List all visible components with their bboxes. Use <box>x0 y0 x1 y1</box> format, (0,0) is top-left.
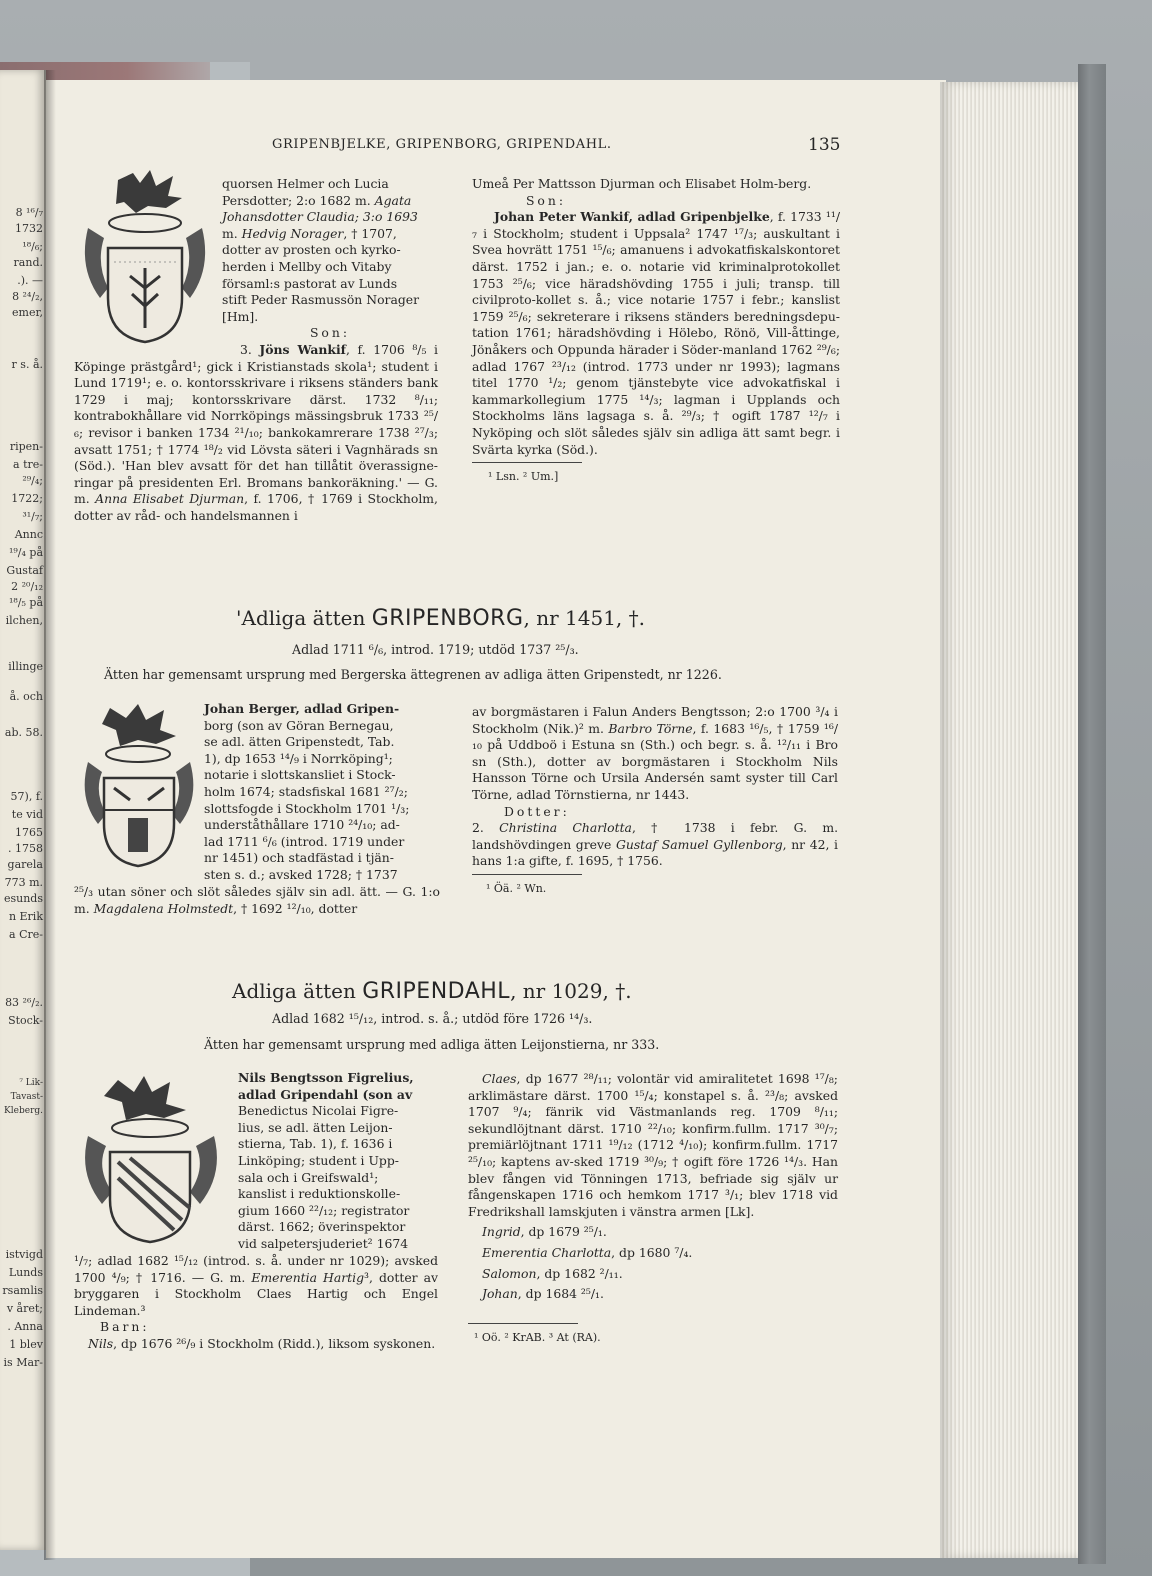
text-line: Benedictus Nicolai Figre- <box>238 1103 399 1119</box>
running-title: GRIPENBJELKE, GRIPENBORG, GRIPENDAHL. <box>272 137 612 152</box>
left-page-fragment: is Mar- <box>3 1356 43 1369</box>
left-page-fragment: 2 ²⁰/₁₂ <box>11 580 43 593</box>
book-gutter <box>44 70 56 1560</box>
left-page-fragment: emer, <box>12 306 43 319</box>
text-line: församl:s pastorat av Lunds <box>222 275 398 291</box>
person-name: Johan <box>482 1286 518 1302</box>
footnote: ¹ Lsn. ² Um.] <box>488 470 559 484</box>
left-page-fragment: 8 ²⁴/₂, <box>12 290 43 303</box>
left-page-fragment: Gustaf <box>6 564 43 577</box>
text-line: Nils Bengtsson Figrelius, <box>238 1070 414 1085</box>
gripenborg-adlad: Adlad 1711 ⁶/₆, introd. 1719; utdöd 1737 ²⁵/₃. <box>292 642 579 657</box>
text-line: [Hm]. <box>222 308 259 324</box>
footnote: ¹ Oö. ² KrAB. ³ At (RA). <box>474 1330 601 1344</box>
text-line: Persdotter; 2:o 1682 m. Agata <box>222 192 412 208</box>
text-line: Johan Berger, adlad Gripen- <box>204 701 400 716</box>
marriage-text: av borgmästaren i Falun Anders Bengtsson; 2:o 1700 ³/₄ i Stockholm (Nik.)² m. Barbro Törne, f. 1683 ¹⁶/₅, † 1759 ¹⁶/₁₀ på Uddboö i Estuna sn (Sth.) och begr. s. å. ¹²/₁₁ i Bro sn (Sth.), dotter av borgmästaren i Stockholm Nils Hansson Törne och Ursila Andersén samt syster till Carl Törne, adlad Törnstierna, nr 1443. <box>472 704 838 802</box>
text-line: se adl. ätten Gripenstedt, Tab. <box>204 734 395 750</box>
left-page-fragment: . Anna <box>7 1320 43 1333</box>
left-page-fragment: ab. 58. <box>4 726 43 739</box>
text-line: vid salpetersjuderiet² 1674 <box>238 1235 409 1251</box>
person-name: Claes <box>482 1071 517 1086</box>
gripendahl-wrap-text <box>238 1070 438 1253</box>
entry-johan-peter: Johan Peter Wankif, adlad Gripenbjelke, f. 1733 ¹¹/₇ i Stockholm; student i Uppsala² 1747 ¹⁷/₃; auskultant i Svea hovrätt 1751 ¹⁵/₆; amanuens i advokatfiskalskontoret därst. 1752 i jan.; e. o. notarie vid kriminalprotokollet 1753 ²⁵/₆; vice häradshövding 1755 i juli; transp. till civilproto-kollet s. å.; vice notarie 1757 i febr.; kanslist 1759 ²⁵/₆; sekreterare i riksens ständers beredningsdepu-tation 1761; häradshövding i Hölebo, Rönö, Vill-åttinge, Jönåkers och Oppunda härader i Söder-manland 1762 ²⁹/₆; adlad 1767 ²³/₁₂ (introd. 1773 under nr 1993); lagmans titel 1770 ¹/₂; genom tjänstebyte vice advokatfiskal i kammarkollegium 1775 ¹⁴/₃; lagman i Upplands och Stockholms läns lagsaga s. å. ²⁹/₃; † ogift 1787 ¹²/₇ i Nyköping och slöt således själv sin adliga ätt samt begr. i Svärta kyrka (Söd.). <box>472 209 841 457</box>
left-page-fragment: r s. å. <box>11 358 43 371</box>
person-name: Nils <box>88 1335 114 1351</box>
text-line: adlad Gripendahl (son av <box>238 1086 413 1102</box>
footnote: ¹ Öä. ² Wn. <box>486 881 547 895</box>
coat-of-arms-gripenborg-icon <box>80 700 198 868</box>
left-page-fragment: 1722; <box>11 492 43 505</box>
left-page-fragment: 57), f. <box>10 790 43 803</box>
spouse-name: Magdalena Holmstedt <box>93 900 234 916</box>
page-number: 135 <box>808 135 841 155</box>
entry-nils: Nils, dp 1676 ²⁶/₉ i Stockholm (Ridd.), liksom syskonen. <box>88 1335 436 1351</box>
person-name: Johan Peter Wankif, adlad Gripenbjelke <box>494 209 770 225</box>
left-page-fragment: istvigd <box>5 1248 43 1261</box>
left-page-fragment: 773 m. <box>4 876 43 889</box>
left-page-fragment: garela <box>7 858 43 871</box>
footnote-rule <box>468 1323 578 1324</box>
text-line: nr 1451) och stadfästad i tjän- <box>204 850 394 866</box>
left-page-fragment: .). — <box>17 274 43 287</box>
left-page-fragment: a tre- <box>13 458 43 471</box>
text-line: därst. 1662; överinspektor <box>238 1219 406 1235</box>
left-page-fragment: ¹⁸/₅ på <box>8 596 43 609</box>
text-line: herden i Mellby och Vitaby <box>222 258 392 274</box>
gripenborg-origin: Ätten har gemensamt ursprung med Bergerska ättegrenen av adliga ätten Gripenstedt, nr 1226. <box>104 667 722 682</box>
text-line: stift Peder Rasmussön Norager <box>222 292 420 308</box>
text-line: Linköping; student i Upp- <box>238 1152 399 1168</box>
daughter-label: Dotter: <box>504 803 570 819</box>
family-title-gripendahl: Adliga ätten GRIPENDAHL, nr 1029, †. <box>232 979 632 1004</box>
gripendahl-left-tail <box>74 1253 438 1353</box>
footnote-rule <box>472 462 582 463</box>
left-page-fragment: v året; <box>6 1302 43 1315</box>
text-line: sala och i Greifswald¹; <box>238 1169 379 1185</box>
left-page-fragment: ¹⁹/₄ på <box>8 546 43 559</box>
left-page-fragment: ilchen, <box>5 614 43 627</box>
left-page-fragment: 1765 <box>15 826 43 839</box>
marriage-text: ¹/₇; adlad 1682 ¹⁵/₁₂ (introd. s. å. under nr 1029); avsked 1700 ⁴/₉; † 1716. — G. m. Emerentia Hartig³, dotter av bryggaren i Stockholm Claes Hartig och Engel Lindeman.³ <box>74 1253 439 1318</box>
text-line: dotter av prosten och kyrko- <box>222 242 401 258</box>
left-page-fragment: te vid <box>11 808 43 821</box>
coat-of-arms-gripendahl-icon <box>78 1070 224 1244</box>
left-page-fragment: 1732 <box>15 222 43 235</box>
left-page-fragment: Annc <box>14 528 43 541</box>
left-page-fragment: ripen- <box>9 440 43 453</box>
entry-christina: 2. Christina Charlotta, † 1738 i febr. G. m. landshövdingen greve Gustaf Samuel Gyllenborg, nr 42, i hans 1:a gifte, f. 1695, † 1756. <box>472 820 839 869</box>
text-line: 1), dp 1653 ¹⁴/₉ i Norrköping¹; <box>204 750 393 766</box>
entry-claes: Claes, dp 1677 ²⁸/₁₁; volontär vid amiralitetet 1698 ¹⁷/₈; arklimästare därst. 1700 ¹⁵/₄; konstapel s. å. ²³/₈; avsked 1707 ⁹/₄; fänrik vid Västmanlands reg. 1709 ⁸/₁₁; sekundlöjtnant därst. 1710 ²²/₁₀; konfirm.fullm. 1717 ³⁰/₇; premiärlöjtnant 1711 ¹⁹/₁₂ (1712 ⁴/₁₀); konfirm.fullm. 1717 ²⁵/₁₀; kaptens av-sked 1719 ³⁰/₉; † ogift före 1726 ¹⁴/₃. Han blev fången vid Tönningen 1713, befriade sig själv ur fångenskapen 1716 och hemkom 1717 ³/₁; blev 1718 vid Fredrikshall lamskjuten i vänstra armen [Lk]. <box>468 1071 838 1219</box>
child-entry: Salomon, dp 1682 ²/₁₁. <box>482 1265 623 1281</box>
left-page-fragment: Stock- <box>8 1014 43 1027</box>
footnote-rule <box>472 874 582 875</box>
left-page-fragment: n Erik <box>8 910 43 923</box>
child-entry: Johan, dp 1684 ²⁵/₁. <box>482 1286 604 1302</box>
gripendahl-origin: Ätten har gemensamt ursprung med adliga ätten Leijonstierna, nr 333. <box>204 1037 660 1052</box>
text-line: holm 1674; stadsfiskal 1681 ²⁷/₂; <box>204 783 408 799</box>
text-line: m. Hedvig Norager, † 1707, <box>222 225 397 241</box>
left-page-fragment: rsamlis <box>2 1284 43 1297</box>
spouse-name: Barbro Törne <box>608 720 693 736</box>
left-page-fragment: . 1758 <box>8 842 43 855</box>
left-page-fragment: ¹⁸/₆; <box>22 240 43 253</box>
coat-of-arms-gripenbjelke-icon <box>78 168 212 346</box>
gripendahl-right-column <box>468 1071 838 1346</box>
text-line: notarie i slottskansliet i Stock- <box>204 767 396 783</box>
left-page-fragment: ³¹/₇; <box>22 510 43 523</box>
left-page-fragment: esunds <box>3 892 43 905</box>
person-name: Salomon <box>482 1265 537 1281</box>
gripenborg-left-tail: ²⁵/₃ utan söner och slöt således själv sin adl. ätt. — G. 1:o m. Magdalena Holmstedt, † 1692 ¹²/₁₀, dotter <box>74 884 440 916</box>
left-page-fragment: 83 ²⁶/₂. <box>5 996 43 1009</box>
spouse-name: Emerentia Hartig <box>251 1269 365 1285</box>
left-page-edge <box>0 70 46 1550</box>
text-line: Johansdotter Claudia; 3:o 1693 <box>222 209 418 225</box>
gripenborg-wrap-text <box>204 701 440 884</box>
left-page-fragment: Tavast- <box>10 1092 43 1102</box>
left-page-fragment: 8 ¹⁶/₇ <box>15 206 43 219</box>
gripendahl-adlad: Adlad 1682 ¹⁵/₁₂, introd. s. å.; utdöd före 1726 ¹⁴/₃. <box>272 1011 593 1026</box>
page-edges <box>940 82 1080 1558</box>
entry-jons-wankif: 3. Jöns Wankif, f. 1706 ⁸/₅ i Köpinge prästgård¹; gick i Kristianstads skola¹; student i Lund 1719¹; e. o. kontorsskrivare i riksens ständers bank 1729 i maj; kontorsskrivare därst. 1732 ⁸/₁₁; kontrabokhållare vid Norrköpings mässingsbruk 1733 ²⁵/₆; revisor i banken 1734 ²¹/₁₀; bankokamrerare 1738 ²⁷/₃; avsatt 1751; † 1774 ¹⁸/₂ vid Lövsta säteri i Vagnhärads sn (Söd.). 'Han blev avsatt för det han tillåtit överassigne-ringar på presidenten Erl. Bromans bankoräkning.' — G. m. Anna Elisabet Djurman, f. 1706, † 1769 i Stockholm, dotter av råd- och handelsmannen i <box>74 342 438 523</box>
son-label: Son: <box>309 325 351 341</box>
text-line: lad 1711 ⁶/₆ (introd. 1719 under <box>204 833 405 849</box>
text-line: stierna, Tab. 1), f. 1636 i <box>238 1136 393 1152</box>
left-page-fragment: Kleberg. <box>4 1106 43 1116</box>
child-entry: Ingrid, dp 1679 ²⁵/₁. <box>482 1224 607 1240</box>
text-line: gium 1660 ²²/₁₂; registrator <box>238 1202 410 1218</box>
text-line: lius, se adl. ätten Leijon- <box>238 1119 393 1135</box>
children-label: Barn: <box>100 1319 150 1335</box>
text-line: quorsen Helmer och Lucia <box>222 176 389 191</box>
text-line: kanslist i reduktionskolle- <box>238 1186 401 1202</box>
left-page-fragment: ⁷ Lik- <box>19 1078 43 1088</box>
text-line: borg (son av Göran Bernegau, <box>204 717 394 733</box>
left-page-fragment: ²⁹/₄; <box>22 474 43 487</box>
person-name: Christina Charlotta <box>499 820 632 836</box>
left-page-fragment: å. och <box>9 690 43 703</box>
child-entry: Emerentia Charlotta, dp 1680 ⁷/₄. <box>482 1244 693 1260</box>
left-page-fragment: 1 blev <box>9 1338 43 1351</box>
spouse-name: Gustaf Samuel Gyllenborg <box>615 836 783 852</box>
gripenbjelke-wrap-text <box>222 176 438 342</box>
text-line: slottsfogde i Stockholm 1701 ¹/₃; <box>204 800 410 816</box>
person-name: Emerentia Charlotta <box>482 1244 612 1260</box>
spouse-name: Anna Elisabet Djurman <box>95 491 245 507</box>
gripenborg-right-column <box>472 704 838 898</box>
son-label: Son: <box>525 192 567 208</box>
family-title-gripenborg: 'Adliga ätten GRIPENBORG, nr 1451, †. <box>236 606 645 631</box>
left-page-fragment: Lunds <box>8 1266 43 1279</box>
book-spine <box>1078 64 1106 1564</box>
person-name: Jöns Wankif <box>259 342 346 357</box>
person-name: Ingrid <box>482 1224 521 1240</box>
text-line: sten s. d.; avsked 1728; † 1737 <box>204 866 398 882</box>
left-page-fragment: rand. <box>13 256 43 269</box>
gripenbjelke-right-column <box>472 176 840 486</box>
left-page-fragment: illinge <box>8 660 43 673</box>
text-line: underståthållare 1710 ²⁴/₁₀; ad- <box>204 817 400 833</box>
left-page-fragment: a Cre- <box>9 928 43 941</box>
intro-text: Umeå Per Mattsson Djurman och Elisabet Holm-berg. <box>472 176 812 191</box>
